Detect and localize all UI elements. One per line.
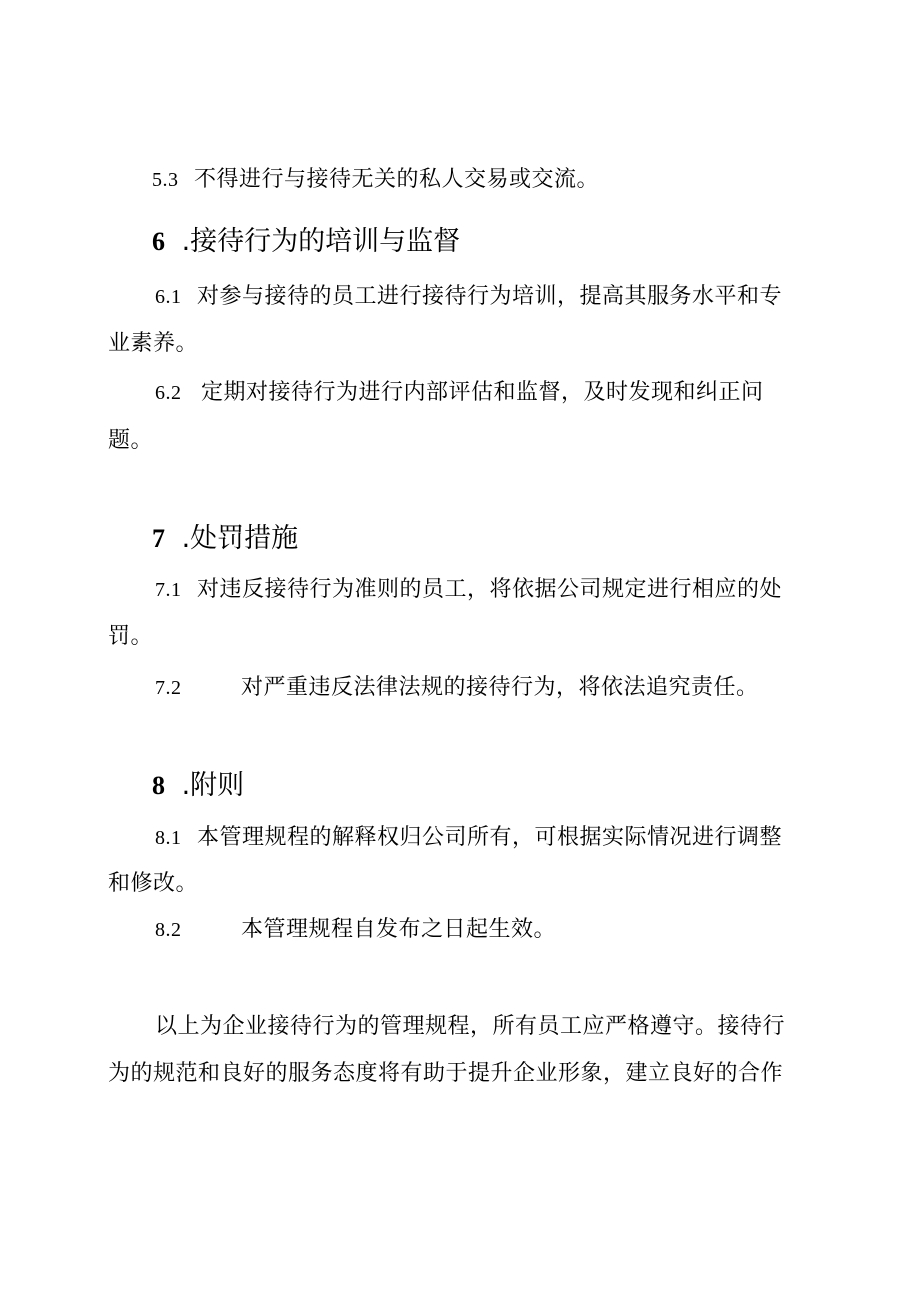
clause-text: 本管理规程的解释权归公司所有，可根据实际情况进行调整 bbox=[197, 825, 783, 850]
heading-number: 7 bbox=[152, 524, 165, 553]
clause-6-2 bbox=[155, 378, 764, 408]
heading-title: .接待行为的培训与监督 bbox=[181, 226, 461, 257]
heading-number: 8 bbox=[152, 771, 165, 800]
clause-text: 定期对接待行为进行内部评估和监督，及时发现和纠正问 bbox=[201, 380, 764, 405]
clause-text: 业素养。 bbox=[108, 331, 199, 356]
clause-text: 对参与接待的员工进行接待行为培训，提高其服务水平和专 bbox=[197, 284, 783, 309]
closing-paragraph-line-2 bbox=[108, 1059, 783, 1089]
clause-number: 5.3 bbox=[152, 169, 179, 191]
closing-text: 为的规范和良好的服务态度将有助于提升企业形象，建立良好的合作 bbox=[108, 1061, 784, 1086]
clause-8-1 bbox=[155, 823, 782, 853]
heading-title: .附则 bbox=[181, 770, 245, 801]
heading-number: 6 bbox=[152, 227, 165, 256]
clause-text: 不得进行与接待无关的私人交易或交流。 bbox=[194, 167, 600, 192]
section-heading-8 bbox=[152, 769, 244, 803]
clause-text: 对违反接待行为准则的员工，将依据公司规定进行相应的处 bbox=[197, 577, 783, 602]
heading-title: .处罚措施 bbox=[181, 523, 299, 554]
clause-8-1-continuation bbox=[108, 869, 198, 899]
section-heading-6 bbox=[152, 225, 460, 259]
clause-text: 罚。 bbox=[108, 624, 154, 649]
clause-text: 对严重违反法律法规的接待行为，将依法追究责任。 bbox=[241, 675, 759, 700]
clause-7-1-continuation bbox=[108, 622, 153, 652]
clause-6-2-continuation bbox=[108, 426, 153, 456]
closing-paragraph-line-1 bbox=[155, 1012, 785, 1042]
clause-text: 和修改。 bbox=[108, 871, 199, 896]
closing-text: 以上为企业接待行为的管理规程，所有员工应严格遵守。接待行 bbox=[155, 1014, 786, 1039]
clause-5-3 bbox=[152, 165, 599, 195]
clause-number: 7.2 bbox=[155, 677, 182, 699]
clause-8-2 bbox=[155, 915, 556, 945]
clause-7-1 bbox=[155, 575, 782, 605]
clause-number: 8.1 bbox=[155, 827, 182, 849]
clause-number: 7.1 bbox=[155, 579, 182, 601]
clause-7-2 bbox=[155, 673, 759, 703]
clause-text: 题。 bbox=[108, 428, 154, 453]
clause-6-1 bbox=[155, 282, 782, 312]
clause-number: 6.1 bbox=[155, 286, 182, 308]
section-heading-7 bbox=[152, 522, 298, 556]
clause-6-1-continuation bbox=[108, 329, 198, 359]
clause-number: 8.2 bbox=[155, 919, 182, 941]
clause-text: 本管理规程自发布之日起生效。 bbox=[241, 917, 557, 942]
clause-number: 6.2 bbox=[155, 382, 182, 404]
